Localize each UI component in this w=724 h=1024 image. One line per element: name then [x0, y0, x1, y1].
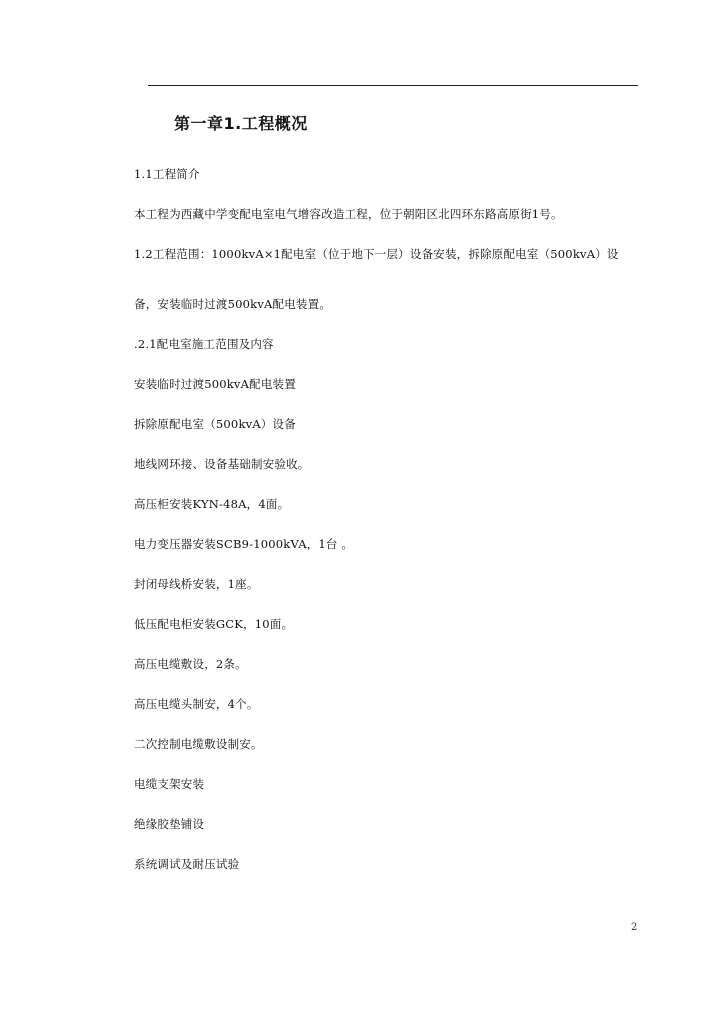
list-item: 低压配电柜安装GCK，10面。	[134, 617, 294, 631]
list-item: 地线网环接、设备基础制安验收。	[134, 457, 310, 471]
paragraph-project-scope-continued: 备，安装临时过渡500kvA配电装置。	[134, 297, 332, 311]
list-item: 系统调试及耐压试验	[134, 857, 240, 871]
header-rule	[148, 85, 638, 86]
list-item: 电力变压器安装SCB9-1000kVA，1台 。	[134, 537, 354, 551]
list-item: 高压柜安装KYN-48A，4面。	[134, 497, 290, 511]
list-item: 安装临时过渡500kvA配电装置	[134, 377, 296, 391]
list-item: 高压电缆头制安，4个。	[134, 697, 259, 711]
section-heading-intro: 1.1工程简介	[134, 167, 200, 181]
list-item: 高压电缆敷设，2条。	[134, 657, 247, 671]
list-item: 拆除原配电室（500kvA）设备	[134, 417, 296, 431]
section-heading-scope-content: .2.1配电室施工范围及内容	[134, 337, 274, 351]
paragraph-project-scope: 1.2工程范围：1000kvA×1配电室（位于地下一层）设备安装，拆除原配电室（500kvA）设	[134, 247, 619, 261]
chapter-title: 第一章1.工程概况	[174, 114, 308, 133]
list-item: 封闭母线桥安装，1座。	[134, 577, 259, 591]
page-number: 2	[631, 922, 638, 933]
list-item: 电缆支架安装	[134, 777, 205, 791]
paragraph-project-intro: 本工程为西藏中学变配电室电气增容改造工程，位于朝阳区北四环东路高原街1号。	[134, 207, 563, 221]
list-item: 绝缘胶垫铺设	[134, 817, 205, 831]
list-item: 二次控制电缆敷设制安。	[134, 737, 263, 751]
